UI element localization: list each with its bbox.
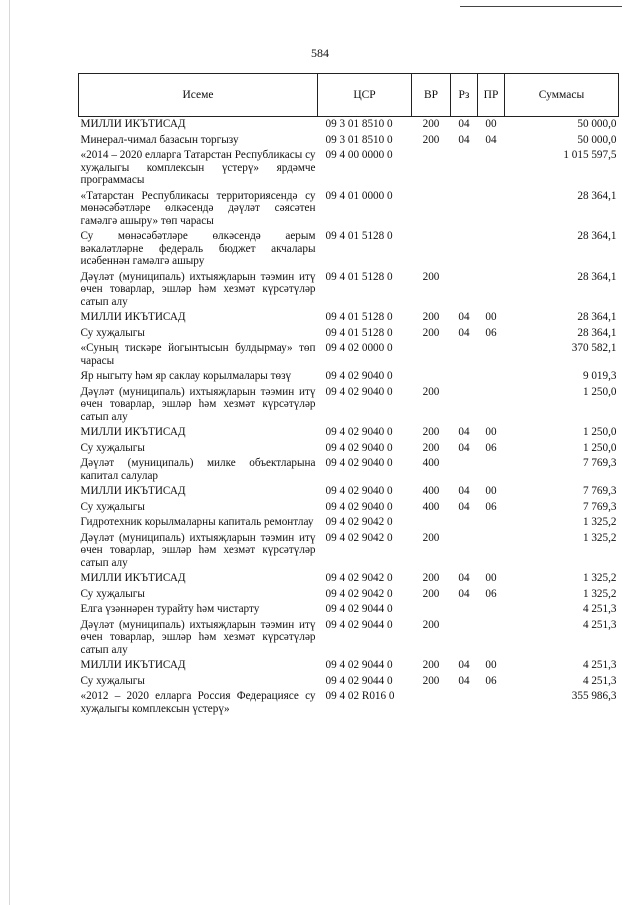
cell-sum: 50 000,0 bbox=[577, 118, 617, 130]
cell-rz: 04 bbox=[458, 311, 470, 323]
cell-pr: 00 bbox=[485, 426, 497, 438]
cell-csr: 09 4 02 9044 0 bbox=[325, 618, 393, 631]
cell-vr: 200 bbox=[422, 674, 440, 687]
cell-sum: 4 251,3 bbox=[582, 659, 617, 671]
cell-csr: 09 3 01 8510 0 bbox=[325, 118, 393, 130]
cell-csr: 09 3 01 8510 0 bbox=[325, 133, 393, 146]
cell-pr bbox=[478, 189, 505, 230]
table-row bbox=[79, 456, 619, 484]
cell-rz bbox=[451, 369, 478, 385]
cell-vr bbox=[412, 341, 451, 369]
table-row bbox=[79, 587, 619, 603]
cell-name: Су хуҗалыгы bbox=[80, 326, 145, 339]
cell-name: Су хуҗалыгы bbox=[80, 674, 145, 687]
table-row bbox=[79, 310, 619, 326]
table-row bbox=[79, 229, 619, 270]
table-row bbox=[79, 369, 619, 385]
cell-rz bbox=[451, 515, 478, 531]
cell-rz: 04 bbox=[458, 326, 470, 339]
cell-name: Су хуҗалыгы bbox=[80, 441, 145, 454]
cell-sum: 28 364,1 bbox=[577, 189, 617, 202]
cell-name: Гидротехник корылмаларны капиталь ремонтлау bbox=[80, 516, 314, 528]
cell-sum: 4 251,3 bbox=[582, 618, 617, 631]
cell-csr: 09 4 02 R016 0 bbox=[325, 690, 395, 702]
cell-sum: 7 769,3 bbox=[582, 500, 617, 513]
cell-name: МИЛЛИ ИКЪТИСАД bbox=[80, 572, 186, 584]
cell-vr bbox=[412, 189, 451, 230]
table-row bbox=[79, 500, 619, 516]
cell-rz bbox=[451, 148, 478, 189]
scan-margin-line bbox=[9, 0, 10, 905]
cell-rz: 04 bbox=[458, 674, 470, 687]
cell-vr: 400 bbox=[422, 457, 440, 469]
cell-pr: 00 bbox=[485, 118, 497, 130]
cell-csr: 09 4 01 5128 0 bbox=[325, 326, 393, 339]
cell-rz bbox=[451, 341, 478, 369]
cell-vr: 200 bbox=[422, 270, 440, 283]
cell-pr: 00 bbox=[485, 659, 497, 671]
cell-pr: 04 bbox=[485, 133, 497, 146]
table-row bbox=[79, 602, 619, 618]
cell-pr: 00 bbox=[485, 485, 497, 497]
cell-pr: 06 bbox=[485, 441, 497, 454]
cell-name: МИЛЛИ ИКЪТИСАД bbox=[80, 311, 186, 323]
table-row bbox=[79, 148, 619, 189]
cell-rz bbox=[451, 531, 478, 572]
cell-sum: 1 325,2 bbox=[582, 531, 617, 544]
cell-pr bbox=[478, 385, 505, 426]
budget-table bbox=[78, 73, 619, 717]
cell-vr bbox=[412, 515, 451, 531]
header-sum: Суммасы bbox=[505, 74, 619, 117]
cell-vr: 400 bbox=[422, 500, 440, 513]
cell-rz bbox=[451, 385, 478, 426]
cell-sum: 1 325,2 bbox=[582, 516, 617, 528]
cell-vr: 400 bbox=[422, 485, 440, 497]
cell-rz: 04 bbox=[458, 485, 470, 497]
cell-sum: 1 325,2 bbox=[582, 587, 617, 600]
cell-sum: 28 364,1 bbox=[577, 270, 617, 283]
cell-vr: 200 bbox=[422, 659, 440, 671]
cell-vr bbox=[412, 602, 451, 618]
cell-sum: 9 019,3 bbox=[582, 370, 617, 382]
cell-rz bbox=[451, 618, 478, 659]
cell-csr: 09 4 02 9042 0 bbox=[325, 587, 393, 600]
cell-sum: 1 250,0 bbox=[582, 441, 617, 454]
cell-vr: 200 bbox=[422, 618, 440, 631]
cell-rz: 04 bbox=[458, 572, 470, 584]
cell-rz bbox=[451, 229, 478, 270]
cell-vr: 200 bbox=[422, 441, 440, 454]
table-row bbox=[79, 674, 619, 690]
cell-name: МИЛЛИ ИКЪТИСАД bbox=[80, 659, 186, 671]
cell-vr: 200 bbox=[422, 531, 440, 544]
cell-name: «2014 – 2020 елларга Татарстан Республикасы су хуҗалыгы комплексын үстерү» ярдәмче программасы bbox=[80, 149, 316, 186]
cell-sum: 370 582,1 bbox=[571, 342, 617, 354]
table-row bbox=[79, 270, 619, 311]
cell-csr: 09 4 02 9040 0 bbox=[325, 441, 393, 454]
table-row bbox=[79, 689, 619, 717]
cell-csr: 09 4 02 9044 0 bbox=[325, 659, 393, 671]
cell-csr: 09 4 01 5128 0 bbox=[325, 311, 393, 323]
cell-pr: 00 bbox=[485, 311, 497, 323]
cell-vr bbox=[412, 229, 451, 270]
cell-pr: 06 bbox=[485, 500, 497, 513]
cell-name: Су хуҗалыгы bbox=[80, 587, 145, 600]
cell-name: Яр ныгыту һәм яр саклау корылмалары төзү bbox=[80, 370, 292, 382]
cell-sum: 4 251,3 bbox=[582, 674, 617, 687]
table-row bbox=[79, 133, 619, 149]
header-pr: ПР bbox=[478, 74, 505, 117]
table-row bbox=[79, 658, 619, 674]
cell-rz bbox=[451, 189, 478, 230]
cell-rz: 04 bbox=[458, 133, 470, 146]
cell-rz: 04 bbox=[458, 500, 470, 513]
cell-name: Дәүләт (муниципаль) ихтыяҗларын тәэмин итү өчен товарлар, эшләр һәм хезмәт күрсәтүләр сатып алу bbox=[80, 270, 316, 308]
cell-pr: 06 bbox=[485, 326, 497, 339]
page-number: 584 bbox=[311, 46, 329, 60]
cell-csr: 09 4 01 5128 0 bbox=[325, 230, 393, 242]
cell-sum: 1 325,2 bbox=[582, 572, 617, 584]
cell-sum: 355 986,3 bbox=[571, 690, 617, 702]
cell-csr: 09 4 02 9044 0 bbox=[325, 603, 393, 615]
cell-pr bbox=[478, 515, 505, 531]
cell-vr: 200 bbox=[422, 311, 440, 323]
cell-csr: 09 4 02 0000 0 bbox=[325, 342, 393, 354]
cell-sum: 28 364,1 bbox=[577, 326, 617, 339]
cell-pr bbox=[478, 618, 505, 659]
cell-sum: 7 769,3 bbox=[582, 485, 617, 497]
cell-sum: 7 769,3 bbox=[582, 457, 617, 469]
cell-csr: 09 4 02 9044 0 bbox=[325, 674, 393, 687]
cell-name: МИЛЛИ ИКЪТИСАД bbox=[80, 485, 186, 497]
header-vr: ВР bbox=[412, 74, 451, 117]
table-row bbox=[79, 326, 619, 342]
header-csr: ЦСР bbox=[318, 74, 412, 117]
cell-csr: 09 4 02 9042 0 bbox=[325, 572, 393, 584]
cell-rz: 04 bbox=[458, 587, 470, 600]
cell-vr: 200 bbox=[422, 385, 440, 398]
cell-sum: 1 250,0 bbox=[582, 426, 617, 438]
cell-pr bbox=[478, 689, 505, 717]
table-row bbox=[79, 189, 619, 230]
cell-pr bbox=[478, 229, 505, 270]
table-header-row bbox=[79, 74, 619, 117]
cell-name: «Суның тискәре йогынтысын булдырмау» төп чарасы bbox=[80, 342, 316, 367]
cell-csr: 09 4 02 9040 0 bbox=[325, 385, 393, 398]
cell-rz: 04 bbox=[458, 118, 470, 130]
cell-name: Дәүләт (муниципаль) ихтыяҗларын тәэмин итү өчен товарлар, эшләр һәм хезмәт күрсәтүләр сатып алу bbox=[80, 531, 316, 569]
cell-pr: 06 bbox=[485, 587, 497, 600]
cell-name: «Татарстан Республикасы территориясендә су мөнәсәбәтләре өлкәсендә дәүләт сәясәтен гамәлгә ашыру» төп чарасы bbox=[80, 189, 316, 227]
cell-name: МИЛЛИ ИКЪТИСАД bbox=[80, 118, 186, 130]
cell-vr: 200 bbox=[422, 118, 440, 130]
table-row bbox=[79, 425, 619, 441]
cell-pr bbox=[478, 456, 505, 484]
cell-csr: 09 4 02 9040 0 bbox=[325, 485, 393, 497]
cell-rz bbox=[451, 456, 478, 484]
cell-vr bbox=[412, 369, 451, 385]
cell-csr: 09 4 02 9040 0 bbox=[325, 500, 393, 513]
cell-name: Су хуҗалыгы bbox=[80, 500, 145, 513]
cell-name: Минерал-чимал базасын торгызу bbox=[80, 133, 239, 146]
cell-sum: 1 015 597,5 bbox=[563, 149, 617, 161]
cell-csr: 09 4 02 9040 0 bbox=[325, 370, 393, 382]
cell-pr bbox=[478, 602, 505, 618]
cell-rz: 04 bbox=[458, 659, 470, 671]
cell-pr: 00 bbox=[485, 572, 497, 584]
table-row bbox=[79, 484, 619, 500]
cell-sum: 50 000,0 bbox=[577, 133, 617, 146]
cell-rz: 04 bbox=[458, 441, 470, 454]
table-row bbox=[79, 515, 619, 531]
table-row bbox=[79, 341, 619, 369]
cell-vr: 200 bbox=[422, 326, 440, 339]
cell-name: «2012 – 2020 елларга Россия Федерациясе су хуҗалыгы комплексын үстерү» bbox=[80, 690, 316, 715]
table-row bbox=[79, 385, 619, 426]
cell-rz bbox=[451, 602, 478, 618]
cell-csr: 09 4 00 0000 0 bbox=[325, 149, 393, 161]
table-row bbox=[79, 531, 619, 572]
cell-pr bbox=[478, 369, 505, 385]
table-row bbox=[79, 571, 619, 587]
cell-rz: 04 bbox=[458, 426, 470, 438]
cell-pr bbox=[478, 270, 505, 311]
table-row bbox=[79, 117, 619, 133]
header-name: Исеме bbox=[79, 74, 318, 117]
cell-name: Су мөнәсәбәтләре өлкәсендә аерым вәкаләтләрне федераль бюджет акчалары исәбеннән гамәлгә ашыру bbox=[80, 230, 316, 267]
cell-pr: 06 bbox=[485, 674, 497, 687]
cell-name: МИЛЛИ ИКЪТИСАД bbox=[80, 426, 186, 438]
table-row bbox=[79, 441, 619, 457]
cell-vr bbox=[412, 689, 451, 717]
cell-vr: 200 bbox=[422, 133, 440, 146]
header-rz: Рз bbox=[451, 74, 478, 117]
top-rule bbox=[460, 6, 622, 7]
cell-sum: 28 364,1 bbox=[577, 311, 617, 323]
cell-csr: 09 4 02 9040 0 bbox=[325, 426, 393, 438]
cell-name: Дәүләт (муниципаль) ихтыяҗларын тәэмин итү өчен товарлар, эшләр һәм хезмәт күрсәтүләр сатып алу bbox=[80, 618, 316, 656]
cell-pr bbox=[478, 341, 505, 369]
cell-pr bbox=[478, 531, 505, 572]
cell-csr: 09 4 01 0000 0 bbox=[325, 189, 393, 202]
cell-name: Дәүләт (муниципаль) ихтыяҗларын тәэмин итү өчен товарлар, эшләр һәм хезмәт күрсәтүләр сатып алу bbox=[80, 385, 316, 423]
cell-csr: 09 4 02 9042 0 bbox=[325, 531, 393, 544]
cell-vr: 200 bbox=[422, 426, 440, 438]
cell-vr bbox=[412, 148, 451, 189]
cell-sum: 1 250,0 bbox=[582, 385, 617, 398]
table-row bbox=[79, 618, 619, 659]
cell-sum: 28 364,1 bbox=[577, 230, 617, 242]
cell-pr bbox=[478, 148, 505, 189]
cell-csr: 09 4 01 5128 0 bbox=[325, 270, 393, 283]
cell-rz bbox=[451, 270, 478, 311]
cell-vr: 200 bbox=[422, 572, 440, 584]
cell-sum: 4 251,3 bbox=[582, 603, 617, 615]
cell-name: Елга үзәннәрен турайту һәм чистарту bbox=[80, 603, 260, 615]
table-body bbox=[79, 117, 619, 718]
cell-csr: 09 4 02 9040 0 bbox=[325, 457, 393, 469]
cell-rz bbox=[451, 689, 478, 717]
cell-vr: 200 bbox=[422, 587, 440, 600]
cell-name: Дәүләт (муниципаль) милке объектларына капитал салулар bbox=[80, 457, 316, 482]
cell-csr: 09 4 02 9042 0 bbox=[325, 516, 393, 528]
